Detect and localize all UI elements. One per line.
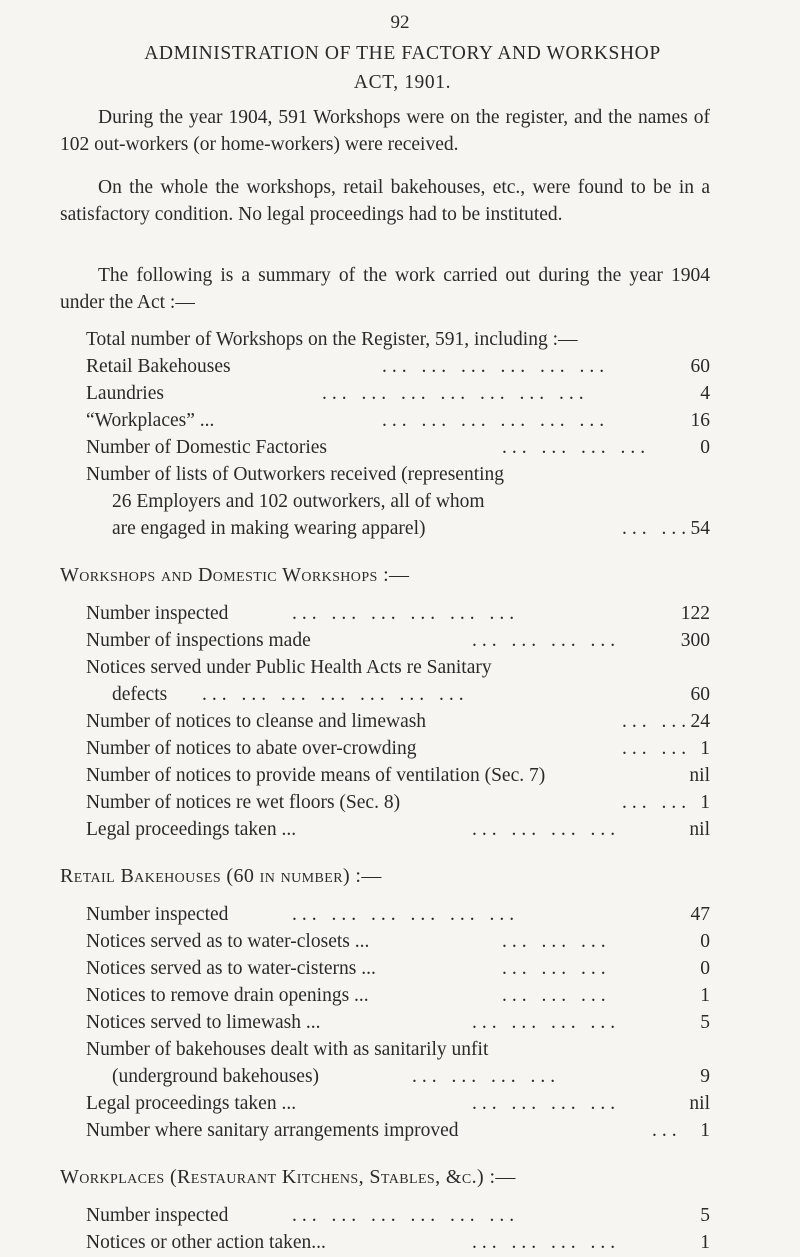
document-title-line2: ACT, 1901.: [353, 72, 452, 93]
leader-dots: ... ... ...: [502, 931, 611, 952]
row-value: 5: [700, 1012, 710, 1033]
row-label: Notices or other action taken...: [86, 1232, 326, 1253]
table-row: [86, 1117, 710, 1145]
section-heading-bakehouses: Retail Bakehouses (60 in number) :—: [60, 865, 382, 887]
row-value: 300: [680, 630, 710, 651]
row-label: Notices served as to water-cisterns ...: [86, 958, 376, 979]
row-label: Number of Domestic Factories: [86, 437, 327, 458]
table-row: [86, 353, 710, 381]
row-label: Number of notices to cleanse and limewash: [86, 711, 427, 732]
row-value: 122: [680, 603, 710, 624]
leader-dots: ...: [652, 1120, 682, 1141]
total-workshops-intro: Total number of Workshops on the Register, 591, including :—: [86, 329, 578, 350]
row-label: Number of notices to abate over-crowding: [86, 738, 417, 759]
outworkers-line1: Number of lists of Outworkers received (representing: [86, 464, 505, 485]
row-value: 0: [700, 931, 710, 952]
notices-public-health-line1: Notices served under Public Health Acts re Sanitary: [86, 657, 492, 678]
section-heading-workplaces: Workplaces (Restaurant Kitchens, Stables, &c.) :—: [60, 1166, 516, 1188]
table-row: [86, 708, 710, 736]
row-label: Notices served as to water-closets ...: [86, 931, 370, 952]
row-value: nil: [689, 765, 710, 786]
row-label: Number inspected: [86, 1205, 229, 1226]
table-row: [86, 1009, 710, 1037]
row-label: Legal proceedings taken ...: [86, 1093, 297, 1114]
table-row: [86, 928, 710, 956]
paragraph-condition: On the whole the workshops, retail bakehouses, etc., were found to be in a satisfactory condition. No legal proceedings had to be instituted.: [60, 177, 710, 225]
row-value: 47: [690, 904, 710, 925]
leader-dots: ... ...: [622, 738, 692, 759]
row-value: 4: [700, 383, 710, 404]
row-label: Number where sanitary arrangements improved: [86, 1120, 459, 1141]
row-value: 5: [700, 1205, 710, 1226]
row-label: are engaged in making wearing apparel): [112, 518, 426, 539]
bakehouses-unfit-line1: Number of bakehouses dealt with as sanitarily unfit: [86, 1039, 489, 1060]
row-value: 54: [690, 518, 710, 539]
row-value: 0: [700, 958, 710, 979]
table-row: [86, 407, 710, 435]
row-label: “Workplaces” ...: [86, 410, 215, 431]
table-row: [86, 816, 710, 844]
leader-dots: ... ... ... ...: [472, 1093, 621, 1114]
row-value: 60: [690, 684, 710, 705]
table-row: [86, 901, 710, 929]
row-label: Number of notices to provide means of ventilation (Sec. 7): [86, 765, 546, 786]
leader-dots: ... ...: [622, 711, 692, 732]
paragraph-summary-intro: The following is a summary of the work carried out during the year 1904 under the Act :—: [60, 265, 710, 313]
row-value: 1: [700, 738, 710, 759]
row-value: 9: [700, 1066, 710, 1087]
row-label: Notices to remove drain openings ...: [86, 985, 369, 1006]
outworkers-line2: 26 Employers and 102 outworkers, all of whom: [112, 491, 485, 512]
paragraph-register: During the year 1904, 591 Workshops were on the register, and the names of 102 out-workers (or home-workers) were received.: [60, 107, 710, 155]
leader-dots: ... ... ... ... ... ... ...: [322, 383, 589, 404]
leader-dots: ... ... ... ...: [412, 1066, 561, 1087]
table-row: [86, 762, 710, 790]
leader-dots: ... ... ... ...: [502, 437, 651, 458]
leader-dots: ... ... ... ... ... ...: [382, 410, 610, 431]
leader-dots: ... ... ... ... ... ... ...: [202, 684, 469, 705]
table-row: [86, 735, 710, 763]
page-number: 92: [390, 12, 410, 33]
row-value: 1: [700, 985, 710, 1006]
table-row: [86, 1090, 710, 1118]
leader-dots: ... ... ...: [502, 985, 611, 1006]
leader-dots: ... ... ...: [502, 958, 611, 979]
row-value: nil: [689, 1093, 710, 1114]
row-value: 24: [690, 711, 710, 732]
row-value: 1: [700, 1120, 710, 1141]
document-title-line1: ADMINISTRATION OF THE FACTORY AND WORKSHOP: [144, 43, 661, 64]
leader-dots: ... ... ... ...: [472, 630, 621, 651]
row-value: 0: [700, 437, 710, 458]
row-value: 1: [700, 1232, 710, 1253]
row-label: Number of inspections made: [86, 630, 311, 651]
leader-dots: ... ...: [622, 518, 692, 539]
row-label: Notices served to limewash ...: [86, 1012, 321, 1033]
leader-dots: ... ... ... ... ... ...: [292, 904, 520, 925]
table-row: [86, 1063, 710, 1091]
row-label: Legal proceedings taken ...: [86, 819, 297, 840]
leader-dots: ... ... ... ... ... ...: [292, 1205, 520, 1226]
row-label: Number of notices re wet floors (Sec. 8): [86, 792, 401, 813]
table-row: [86, 681, 710, 709]
row-label: Number inspected: [86, 603, 229, 624]
leader-dots: ... ... ... ... ... ...: [292, 603, 520, 624]
table-row: [86, 380, 710, 408]
row-label: Number inspected: [86, 904, 229, 925]
row-label: defects: [112, 684, 168, 705]
leader-dots: ... ... ... ...: [472, 819, 621, 840]
section-heading-workshops: Workshops and Domestic Workshops :—: [60, 564, 410, 586]
row-label: Retail Bakehouses: [86, 356, 231, 377]
row-label: (underground bakehouses): [112, 1066, 320, 1087]
table-row: [86, 600, 710, 628]
table-row: [86, 982, 710, 1010]
table-row: [86, 627, 710, 655]
table-row: [86, 434, 710, 462]
row-value: 16: [690, 410, 710, 431]
leader-dots: ... ... ... ...: [472, 1232, 621, 1253]
leader-dots: ... ... ... ... ... ...: [382, 356, 610, 377]
row-value: 60: [690, 356, 710, 377]
table-row: [86, 1229, 710, 1257]
table-row: [86, 1202, 710, 1230]
row-value: nil: [689, 819, 710, 840]
table-row: [86, 515, 710, 543]
row-label: Laundries: [86, 383, 164, 404]
row-value: 1: [700, 792, 710, 813]
leader-dots: ... ... ... ...: [472, 1012, 621, 1033]
leader-dots: ... ...: [622, 792, 692, 813]
table-row: [86, 789, 710, 817]
table-row: [86, 955, 710, 983]
